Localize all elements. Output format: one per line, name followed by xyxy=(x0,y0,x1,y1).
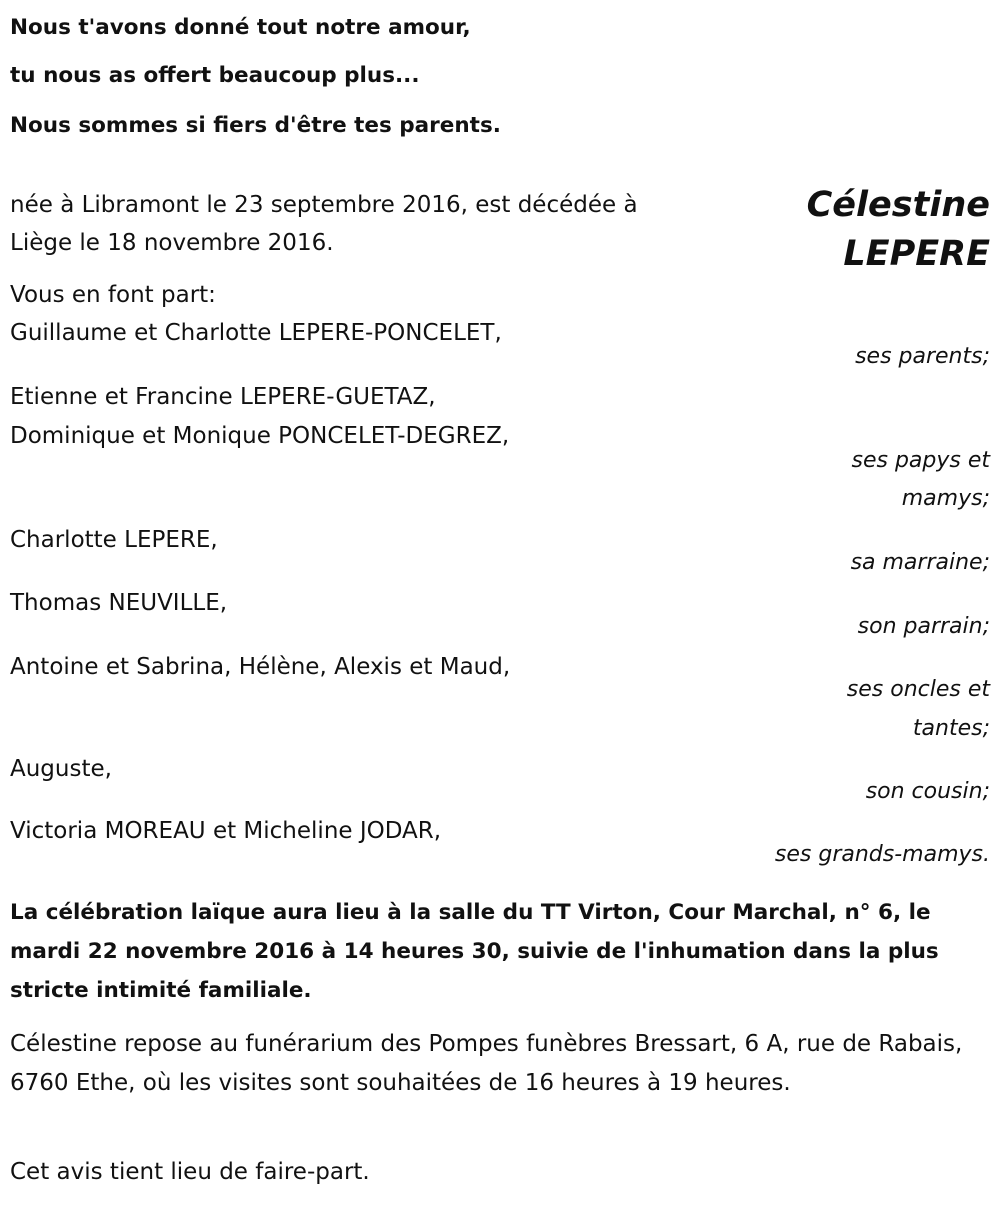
family-relation: ses oncles et xyxy=(846,677,990,702)
family-relation: tantes; xyxy=(912,716,990,741)
family-names: Guillaume et Charlotte LEPERE-PONCELET, xyxy=(10,320,502,346)
family-names: Antoine et Sabrina, Hélène, Alexis et Maud, xyxy=(10,654,511,680)
family-relation: son cousin; xyxy=(865,779,990,804)
family-relation: ses grands-mamys. xyxy=(774,842,990,867)
announce-line: Vous en font part: xyxy=(10,282,216,308)
birth-line: née à Libramont le 23 septembre 2016, est décédée à xyxy=(10,192,638,218)
closing-line: Cet avis tient lieu de faire-part. xyxy=(10,1159,370,1185)
deceased-first-name: Célestine xyxy=(806,185,990,225)
family-relation: mamys; xyxy=(901,486,990,511)
family-names: Etienne et Francine LEPERE-GUETAZ, xyxy=(10,384,436,410)
family-names: Auguste, xyxy=(10,756,112,782)
epigraph-line: Nous sommes si fiers d'être tes parents. xyxy=(10,113,501,138)
family-relation: son parrain; xyxy=(857,614,990,639)
family-names: Thomas NEUVILLE, xyxy=(10,590,228,616)
deceased-last-name: LEPERE xyxy=(843,234,990,274)
epigraph-line: Nous t'avons donné tout notre amour, xyxy=(10,15,471,40)
family-names: Victoria MOREAU et Micheline JODAR, xyxy=(10,818,442,844)
family-relation: ses papys et xyxy=(851,448,990,473)
visitation-paragraph: Célestine repose au funérarium des Pompes funèbres Bressart, 6 A, rue de Rabais, 6760 Ethe, où les visites sont souhaitées de 16 heures à 19 heures. xyxy=(10,1031,963,1096)
family-names: Charlotte LEPERE, xyxy=(10,527,218,553)
family-relation: ses parents; xyxy=(855,344,990,369)
ceremony-paragraph: La célébration laïque aura lieu à la salle du TT Virton, Cour Marchal, n° 6, le mardi 22 novembre 2016 à 14 heures 30, suivie de l'inhumation dans la plus stricte intimité familiale. xyxy=(10,900,939,1003)
family-relation: sa marraine; xyxy=(850,550,990,575)
family-names: Dominique et Monique PONCELET-DEGREZ, xyxy=(10,423,510,449)
epigraph-line: tu nous as offert beaucoup plus... xyxy=(10,63,420,88)
birth-line: Liège le 18 novembre 2016. xyxy=(10,230,334,256)
